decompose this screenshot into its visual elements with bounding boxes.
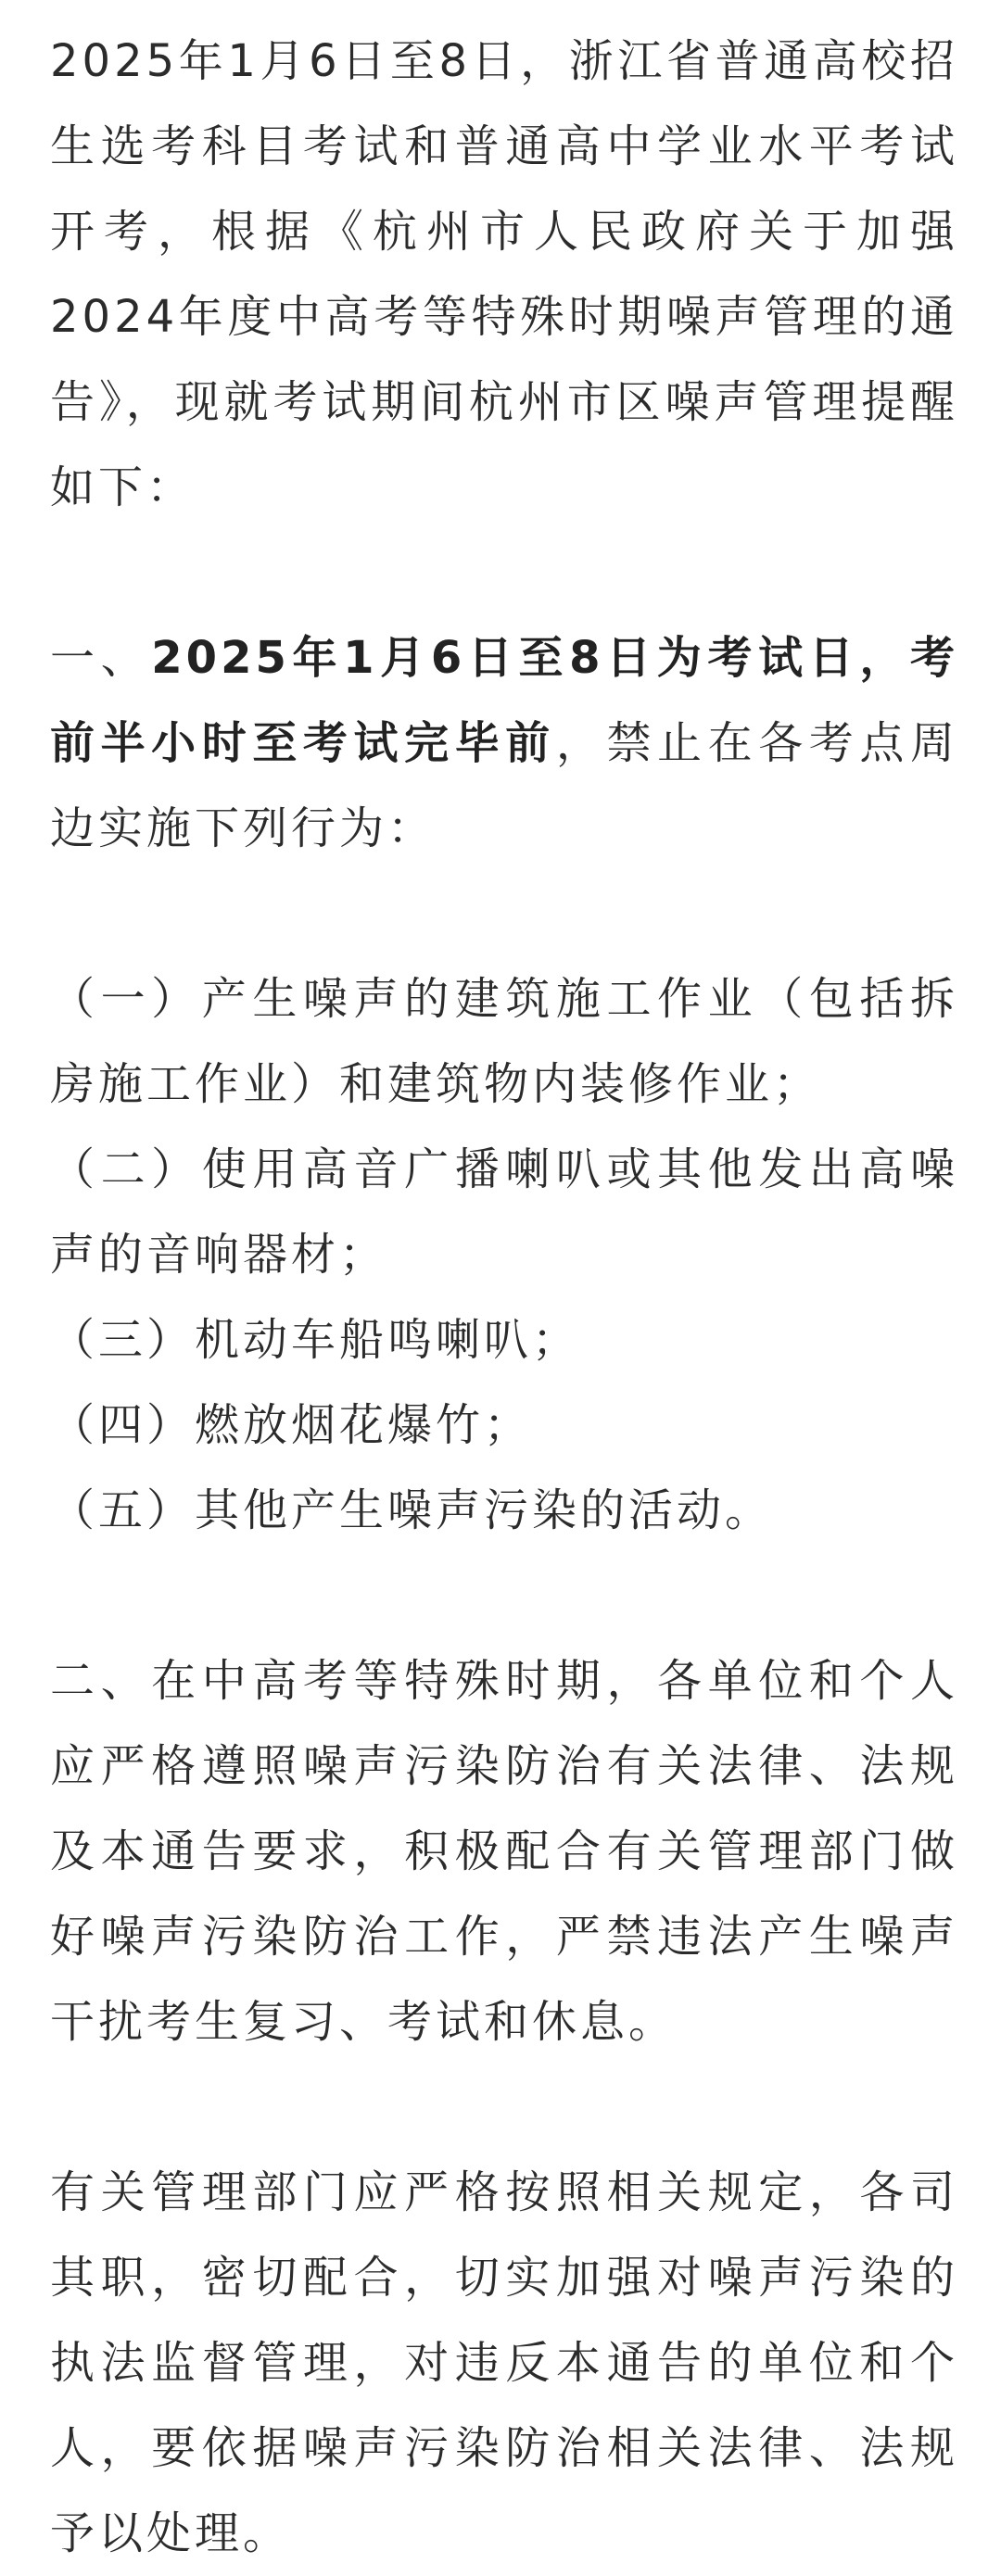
list-item: （四）燃放烟花爆竹； <box>50 1399 533 1451</box>
section-1-rest: ，禁止在各考点周边实施下列行为： <box>50 717 958 854</box>
intro-paragraph: 2025年1月6日至8日，浙江省普通高校招生选考科目考试和普通高中学业水平考试开考，根据《杭州市人民政府关于加强2024年度中高考等特殊时期噪声管理的通告》，现就考试期间杭州市区噪声管理提醒如下： <box>50 35 958 513</box>
section-2-paragraph: 二、在中高考等特殊时期，各单位和个人应严格遵照噪声污染防治有关法律、法规及本通告要求，积极配合有关管理部门做好噪声污染防治工作，严禁违法产生噪声干扰考生复习、考试和休息。 <box>50 1655 958 2048</box>
paragraph-gap <box>50 871 958 956</box>
list-item: （五）其他产生噪声污染的活动。 <box>50 1484 774 1536</box>
section-1-bold-text: 2025年1月6日至8日为考试日，考前半小时至考试完毕前 <box>50 632 958 769</box>
closing-paragraph: 有关管理部门应严格按照相关规定，各司其职，密切配合，切实加强对噪声污染的执法监督管理，对违反本通告的单位和个人，要依据噪声污染防治相关法律、法规予以处理。 <box>50 2166 958 2559</box>
paragraph-gap <box>50 530 958 615</box>
paragraph-gap <box>50 1553 958 1638</box>
section-1-prefix: 一、 <box>50 632 152 684</box>
list-item: （三）机动车船鸣喇叭； <box>50 1314 581 1366</box>
list-item: （二）使用高音广播喇叭或其他发出高噪声的音响器材； <box>50 1143 958 1281</box>
list-item: （一）产生噪声的建筑施工作业（包括拆房施工作业）和建筑物内装修作业； <box>50 973 958 1110</box>
paragraph-gap <box>50 2065 958 2150</box>
section-1-paragraph <box>50 615 958 871</box>
notice-article <box>50 19 958 2576</box>
